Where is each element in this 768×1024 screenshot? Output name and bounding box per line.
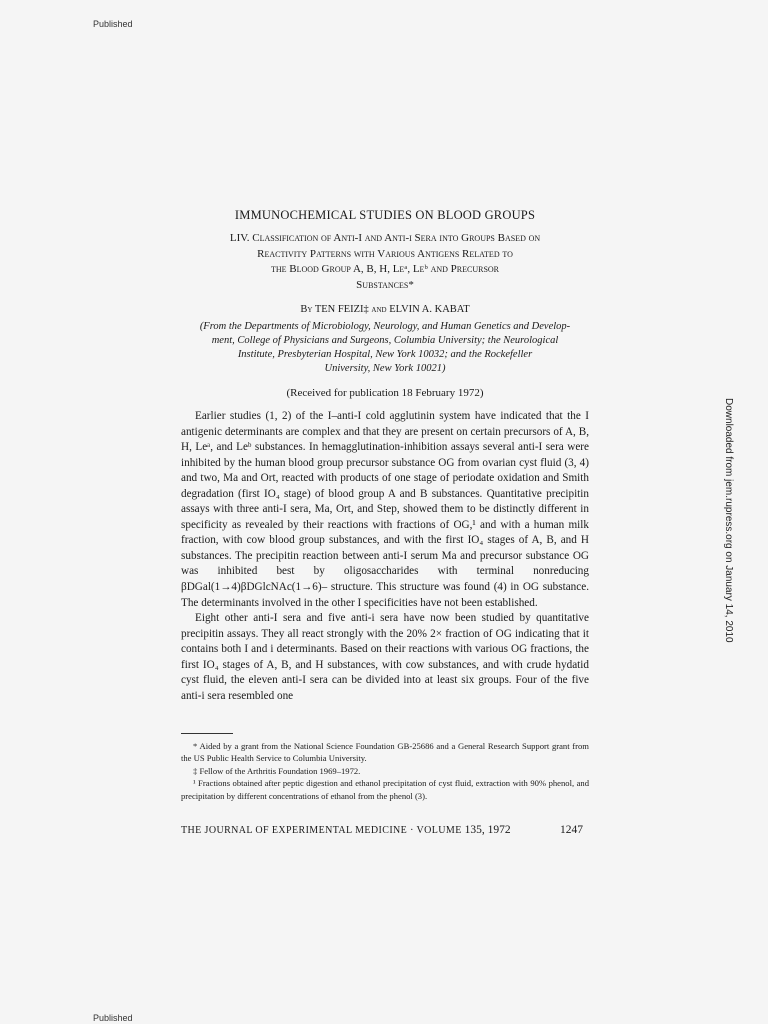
published-stamp-top: Published — [93, 19, 133, 29]
subtitle-line: Substances* — [356, 278, 414, 291]
page-number: 1247 — [560, 824, 583, 836]
journal-name — [181, 824, 511, 836]
affiliation-line: ment, College of Physicians and Surgeons, Columbia University; the Neurological — [211, 335, 559, 346]
footnote: ¹ Fractions obtained after peptic digestion and ethanol precipitation of cyst fluid, extraction with 90% phenol, and precipitation by different concentrations of ethanol from the phenol (3). — [181, 778, 589, 801]
download-notice: Downloaded from jem.rupress.org on January 14, 2010 — [723, 398, 734, 643]
journal-title: THE JOURNAL OF EXPERIMENTAL MEDICINE · VOLUME — [181, 825, 462, 836]
subtitle-line: LIV. Classification of Anti-I and Anti-i Sera into Groups Based on — [229, 232, 541, 244]
footnote: ‡ Fellow of the Arthritis Foundation 1969–1972. — [193, 765, 361, 776]
subtitle-line: Reactivity Patterns with Various Antigens Related to — [257, 247, 513, 260]
footnote-divider — [181, 733, 233, 734]
affiliation-line: Institute, Presbyterian Hospital, New York 10032; and the Rockefeller — [237, 349, 533, 360]
author-byline: By TEN FEIZI‡ and ELVIN A. KABAT — [300, 304, 470, 315]
journal-volume: 135, 1972 — [464, 824, 511, 836]
body-text — [181, 409, 589, 704]
body-paragraph: Eight other anti-I sera and five anti-i sera have now been studied by quantitative precipitin assays. They all react strongly with the 20% 2× fraction of OG indicating that it contains both I and i determinants. Based on their reactions with various OG fractions, the first IO₄ stages of A, B, and H substances, with cow substances, and with crude hydatid cyst fluid, the eleven anti-I sera can be divided into at least six groups. Four of the five anti-i sera resembled one — [181, 612, 589, 702]
subtitle-line: the Blood Group A, B, H, Leᵃ, Leᵇ and Precursor — [270, 263, 500, 275]
author-affiliation — [189, 320, 581, 376]
affiliation-line: University, New York 10021) — [324, 363, 446, 374]
footnote: * Aided by a grant from the National Science Foundation GB-25686 and a General Research Support grant from the US Public Health Service to Columbia University. — [181, 741, 589, 764]
article-subtitle — [181, 231, 589, 293]
published-stamp-bottom: Published — [93, 1013, 133, 1023]
article-title: IMMUNOCHEMICAL STUDIES ON BLOOD GROUPS — [234, 208, 536, 222]
journal-footer — [181, 824, 589, 836]
affiliation-line: (From the Departments of Microbiology, Neurology, and Human Genetics and Develop- — [199, 321, 571, 332]
body-paragraph: Earlier studies (1, 2) of the I–anti-I cold agglutinin system have indicated that the I antigenic determinants are complex and that they are present on certain precursors of A, B, H, Leᵃ, and Leᵇ substances. In hemagglutination-inhibition assays several anti-I sera were inhibited by the human blood group precursor substance OG from ovarian cyst fluid (3, 4) and two, Ma and Ort, reacted with products of one stage of periodate oxidation and Smith degradation (first IO₄ stage) of blood group A and B substances. Quantitative precipitin assays with three anti-I sera, Ma, Ort, and Step, showed them to be distinctly different in specificity as revealed by their reactions with fractions of OG,¹ and with a human milk fraction, with cow blood group substances, and with the first IO₄ stages of A, B, and H substances. The precipitin reaction between anti-I serum Ma and precursor substance OG was inhibited best by oligosaccharides with terminal nonreducing βDGal(1→4)βDGlcNAc(1→6)– structure. This structure was found (4) in OG substance. The determinants involved in the other I specificities have not been established. — [181, 410, 589, 609]
footnotes — [181, 740, 589, 802]
received-date: (Received for publication 18 February 1972) — [286, 387, 484, 399]
